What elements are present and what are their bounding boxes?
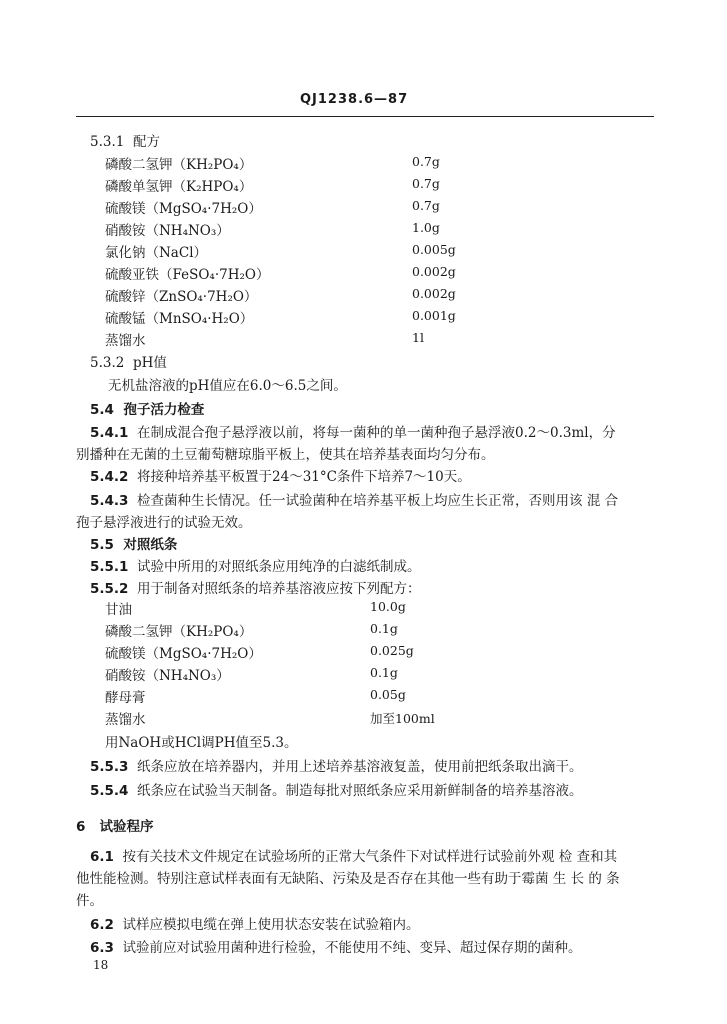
section-number: 6.2 (90, 917, 114, 933)
recipe-ingredient-name: 硫酸亚铁（FeSO₄·7H₂O） (105, 267, 270, 283)
section-number: 5.4.3 (90, 493, 129, 509)
recipe-ingredient-amount: 0.05g (370, 687, 406, 702)
section-number: 6.1 (90, 849, 114, 865)
recipe-ingredient-amount: 0.1g (370, 665, 398, 680)
section-5-3-2-heading (90, 351, 167, 371)
document-code-header: QJ1238.6—87 (300, 92, 409, 107)
section-number: 5.5.3 (90, 759, 129, 775)
recipe-ingredient-name: 蒸馏水 (105, 712, 146, 728)
recipe-ingredient-name: 酵母膏 (105, 690, 146, 706)
recipe-ingredient-name: 磷酸二氢钾（KH₂PO₄） (105, 157, 253, 173)
section-number: 6.3 (90, 940, 114, 956)
section-title: 配方 (132, 134, 160, 150)
section-6-heading (76, 815, 154, 835)
para-5-4-3-line2: 孢子悬浮液进行的试验无效。 (76, 515, 252, 531)
recipe-ingredient-amount: 加至100ml (370, 711, 435, 726)
recipe-ingredient-name: 硫酸镁（MgSO₄·7H₂O） (105, 201, 262, 217)
para-5-5-2 (90, 577, 421, 597)
recipe-ingredient-name: 硝酸铵（NH₄NO₃） (105, 223, 230, 239)
recipe-ingredient-name: 硫酸锌（ZnSO₄·7H₂O） (105, 289, 258, 305)
recipe-ingredient-amount: 10.0g (370, 599, 406, 614)
section-number: 5.5.1 (90, 559, 129, 575)
para-6-1-line2: 他性能检测。特别注意试样表面有无缺陷、污染及是否存在其他一些有助于霉菌 生 长 的 条 (76, 871, 620, 887)
para-text: 试样应模拟电缆在弹上使用状态安装在试验箱内。 (122, 917, 420, 933)
section-number: 5.4 (90, 402, 114, 418)
section-number: 5.4.2 (90, 469, 129, 485)
para-text: 纸条应在试验当天制备。制造每批对照纸条应采用新鲜制备的培养基溶液。 (137, 783, 583, 799)
section-number: 5.5.2 (90, 581, 129, 597)
recipe-ingredient-amount: 1l (412, 330, 424, 345)
para-5-4-3-line1 (90, 489, 618, 509)
section-5-3-1-heading (90, 130, 160, 150)
section-title: pH值 (132, 355, 167, 371)
section-number: 5.3.2 (90, 355, 125, 371)
para-6-2 (90, 913, 420, 933)
para-6-1-line1 (90, 845, 617, 865)
para-5-4-1-line1 (90, 421, 616, 441)
recipe-ingredient-amount: 0.002g (412, 264, 456, 279)
page-number: 18 (93, 958, 109, 972)
section-title: 孢子活力检查 (123, 402, 205, 418)
recipe-ingredient-name: 硝酸铵（NH₄NO₃） (105, 668, 230, 684)
para-text: 检查菌种生长情况。任一试验菌种在培养基平板上均应生长正常，否则用该 混 合 (137, 493, 619, 509)
recipe-ingredient-name: 硫酸镁（MgSO₄·7H₂O） (105, 646, 262, 662)
recipe-ingredient-amount: 0.7g (412, 198, 440, 213)
section-number: 5.3.1 (90, 134, 125, 150)
para-text: 试验前应对试验用菌种进行检验，不能使用不纯、变异、超过保存期的菌种。 (122, 940, 582, 956)
para-5-5-1 (90, 555, 421, 575)
section-number: 5.5 (90, 537, 114, 553)
recipe-ingredient-amount: 0.025g (370, 643, 414, 658)
para-5-5-3 (90, 755, 583, 775)
para-6-3 (90, 936, 582, 956)
recipe-ingredient-name: 磷酸单氢钾（K₂HPO₄） (105, 179, 253, 195)
recipe-ingredient-amount: 0.005g (412, 242, 456, 257)
para-5-5-4 (90, 779, 583, 799)
recipe-ingredient-name: 甘油 (105, 602, 132, 618)
section-title: 试验程序 (99, 819, 154, 835)
section-number: 6 (76, 819, 86, 835)
para-5-4-2 (90, 465, 471, 485)
section-5-5-heading (90, 533, 177, 553)
section-number: 5.4.1 (90, 425, 129, 441)
recipe-ingredient-amount: 0.7g (412, 154, 440, 169)
header-rule (76, 116, 654, 117)
para-text: 在制成混合孢子悬浮液以前，将每一菌种的单一菌种孢子悬浮液0.2～0.3ml，分 (137, 425, 616, 441)
recipe-ingredient-amount: 0.7g (412, 176, 440, 191)
recipe-ingredient-name: 硫酸锰（MnSO₄·H₂O） (105, 311, 254, 327)
recipe-ingredient-amount: 0.1g (370, 621, 398, 636)
recipe-ingredient-name: 磷酸二氢钾（KH₂PO₄） (105, 624, 253, 640)
para-text: 按有关技术文件规定在试验场所的正常大气条件下对试样进行试验前外观 检 查和其 (122, 849, 618, 865)
para-text: 将接种培养基平板置于24～31°C条件下培养7～10天。 (137, 469, 471, 485)
recipe-ingredient-name: 蒸馏水 (105, 333, 146, 349)
para-6-1-line3: 件。 (76, 893, 103, 909)
recipe-ingredient-name: 氯化钠（NaCl） (105, 245, 208, 261)
recipe-ingredient-amount: 0.002g (412, 286, 456, 301)
para-text: 试验中所用的对照纸条应用纯净的白滤纸制成。 (137, 559, 421, 575)
recipe-ingredient-amount: 0.001g (412, 308, 456, 323)
recipe-ingredient-amount: 1.0g (412, 220, 440, 235)
ph-range-text: 无机盐溶液的pH值应在6.0～6.5之间。 (108, 378, 347, 394)
para-text: 纸条应放在培养器内，并用上述培养基溶液复盖，使用前把纸条取出滴干。 (137, 759, 583, 775)
section-number: 5.5.4 (90, 783, 129, 799)
section-title: 对照纸条 (123, 537, 178, 553)
para-5-4-1-line2: 别播种在无菌的土豆葡萄糖琼脂平板上，使其在培养基表面均匀分布。 (76, 447, 495, 463)
section-5-4-heading (90, 398, 204, 418)
ph-adjust-note: 用NaOH或HCl调PH值至5.3。 (105, 735, 298, 751)
para-text: 用于制备对照纸条的培养基溶液应按下列配方： (137, 581, 421, 597)
